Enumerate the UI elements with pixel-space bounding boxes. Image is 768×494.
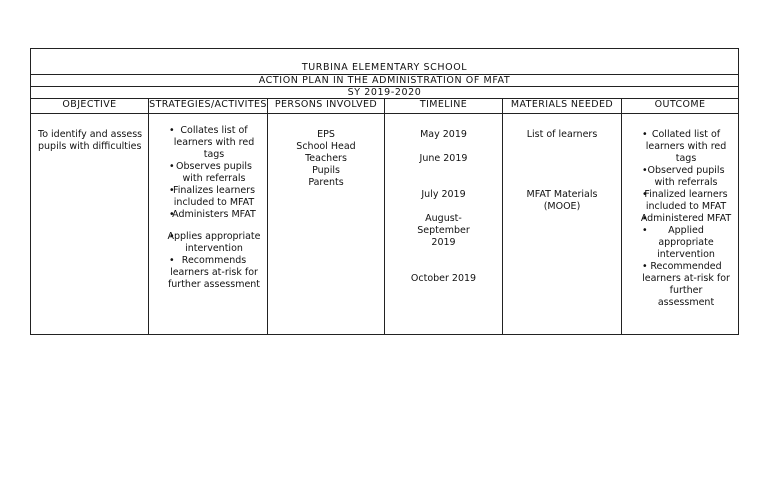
column-header-strategies: STRATEGIES/ACTIVITES xyxy=(149,99,268,114)
column-header-timeline: TIMELINE xyxy=(385,99,503,114)
list-item: • Observes pupils with referrals xyxy=(149,161,261,185)
person-item: Teachers xyxy=(305,153,347,164)
table-row xyxy=(31,114,739,335)
outcome-cell xyxy=(622,114,739,335)
column-header-objective: OBJECTIVE xyxy=(31,99,149,114)
material-item: MFAT Materials (MOOE) xyxy=(526,189,598,212)
person-item: Pupils xyxy=(312,165,340,176)
person-item: School Head xyxy=(296,141,356,152)
list-item: • Observed pupils with referrals xyxy=(622,165,732,189)
materials-cell xyxy=(503,114,622,335)
school-name: TURBINA ELEMENTARY SCHOOL xyxy=(31,49,739,75)
school-year: SY 2019-2020 xyxy=(31,87,739,99)
list-item: • Administers MFAT xyxy=(149,209,261,221)
person-item: EPS xyxy=(317,129,335,140)
timeline-item: May 2019 xyxy=(420,129,467,140)
column-header-materials: MATERIALS NEEDED xyxy=(503,99,622,114)
timeline-cell xyxy=(385,114,503,335)
list-item: • Applied appropriate intervention xyxy=(622,225,732,261)
action-plan-document xyxy=(30,48,738,335)
list-item: • Finalizes learners included to MFAT xyxy=(149,185,261,209)
timeline-item: June 2019 xyxy=(419,153,468,164)
column-header-outcome: OUTCOME xyxy=(622,99,739,114)
list-item: • Collated list of learners with red tags xyxy=(622,129,732,165)
persons-cell xyxy=(268,114,385,335)
timeline-item: October 2019 xyxy=(410,273,477,284)
material-item: List of learners xyxy=(526,129,598,140)
list-item: • Recommends learners at-risk for further assessment xyxy=(149,255,261,291)
objective-cell: To identify and assess pupils with difficulties xyxy=(31,114,149,335)
strategies-cell xyxy=(149,114,268,335)
header-row xyxy=(31,99,739,114)
action-plan-table xyxy=(30,48,739,335)
list-item: • Collates list of learners with red tags xyxy=(149,125,261,161)
list-item: • Administered MFAT xyxy=(622,213,732,225)
plan-title: ACTION PLAN IN THE ADMINISTRATION OF MFAT xyxy=(31,75,739,87)
timeline-item: July 2019 xyxy=(421,189,466,200)
list-item: • Applies appropriate intervention xyxy=(149,231,261,255)
list-item: • Recommended learners at-risk for further assessment xyxy=(622,261,732,309)
timeline-item: August-September 2019 xyxy=(417,213,470,248)
list-item: • Finalized learners included to MFAT xyxy=(622,189,732,213)
person-item: Parents xyxy=(308,177,344,188)
column-header-persons: PERSONS INVOLVED xyxy=(268,99,385,114)
